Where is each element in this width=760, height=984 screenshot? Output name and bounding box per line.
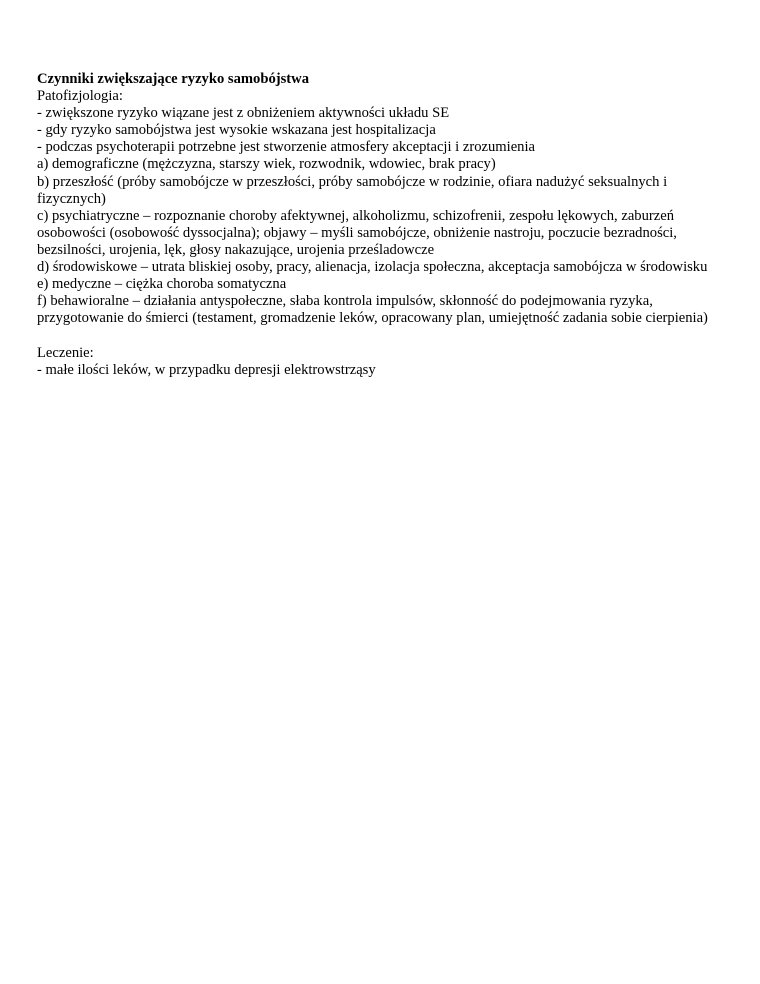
list-item: d) środowiskowe – utrata bliskiej osoby, pracy, alienacja, izolacja społeczna, akceptacja samobójcza w środowisku bbox=[37, 259, 708, 276]
list-item: f) behawioralne – działania antyspołeczne, słaba kontrola impulsów, skłonność do podejmowania ryzyka, przygotowanie do śmierci (testament, gromadzenie leków, opracowany plan, umiejętność zadania sobie cierpienia) bbox=[37, 293, 708, 327]
list-item: - małe ilości leków, w przypadku depresji elektrowstrząsy bbox=[37, 361, 376, 378]
list-item: - gdy ryzyko samobójstwa jest wysokie wskazana jest hospitalizacja bbox=[37, 122, 436, 139]
list-item: - zwiększone ryzyko wiązane jest z obniżeniem aktywności układu SE bbox=[37, 105, 450, 122]
list-item: b) przeszłość (próby samobójcze w przeszłości, próby samobójcze w rodzinie, ofiara nadużyć seksualnych i fizycznych) bbox=[37, 173, 668, 207]
list-item: e) medyczne – ciężka choroba somatyczna bbox=[37, 276, 287, 293]
list-item: a) demograficzne (mężczyzna, starszy wiek, rozwodnik, wdowiec, brak pracy) bbox=[37, 156, 496, 173]
document-title: Czynniki zwiększające ryzyko samobójstwa bbox=[37, 71, 309, 87]
paragraph-spacer bbox=[37, 327, 717, 344]
section-heading-treatment: Leczenie: bbox=[37, 344, 94, 361]
list-item: - podczas psychoterapii potrzebne jest stworzenie atmosfery akceptacji i zrozumienia bbox=[37, 139, 536, 156]
document-page bbox=[37, 71, 717, 379]
section-heading-pathophysiology: Patofizjologia: bbox=[37, 88, 123, 105]
list-item: c) psychiatryczne – rozpoznanie choroby afektywnej, alkoholizmu, schizofrenii, zespołu lękowych, zaburzeń osobowości (osobowość dyssocjalna); objawy – myśli samobójcze, obniżenie nastroju, poczucie bezradności, bezsilności, urojenia, lęk, głosy nakazujące, urojenia prześladowcze bbox=[37, 207, 677, 258]
